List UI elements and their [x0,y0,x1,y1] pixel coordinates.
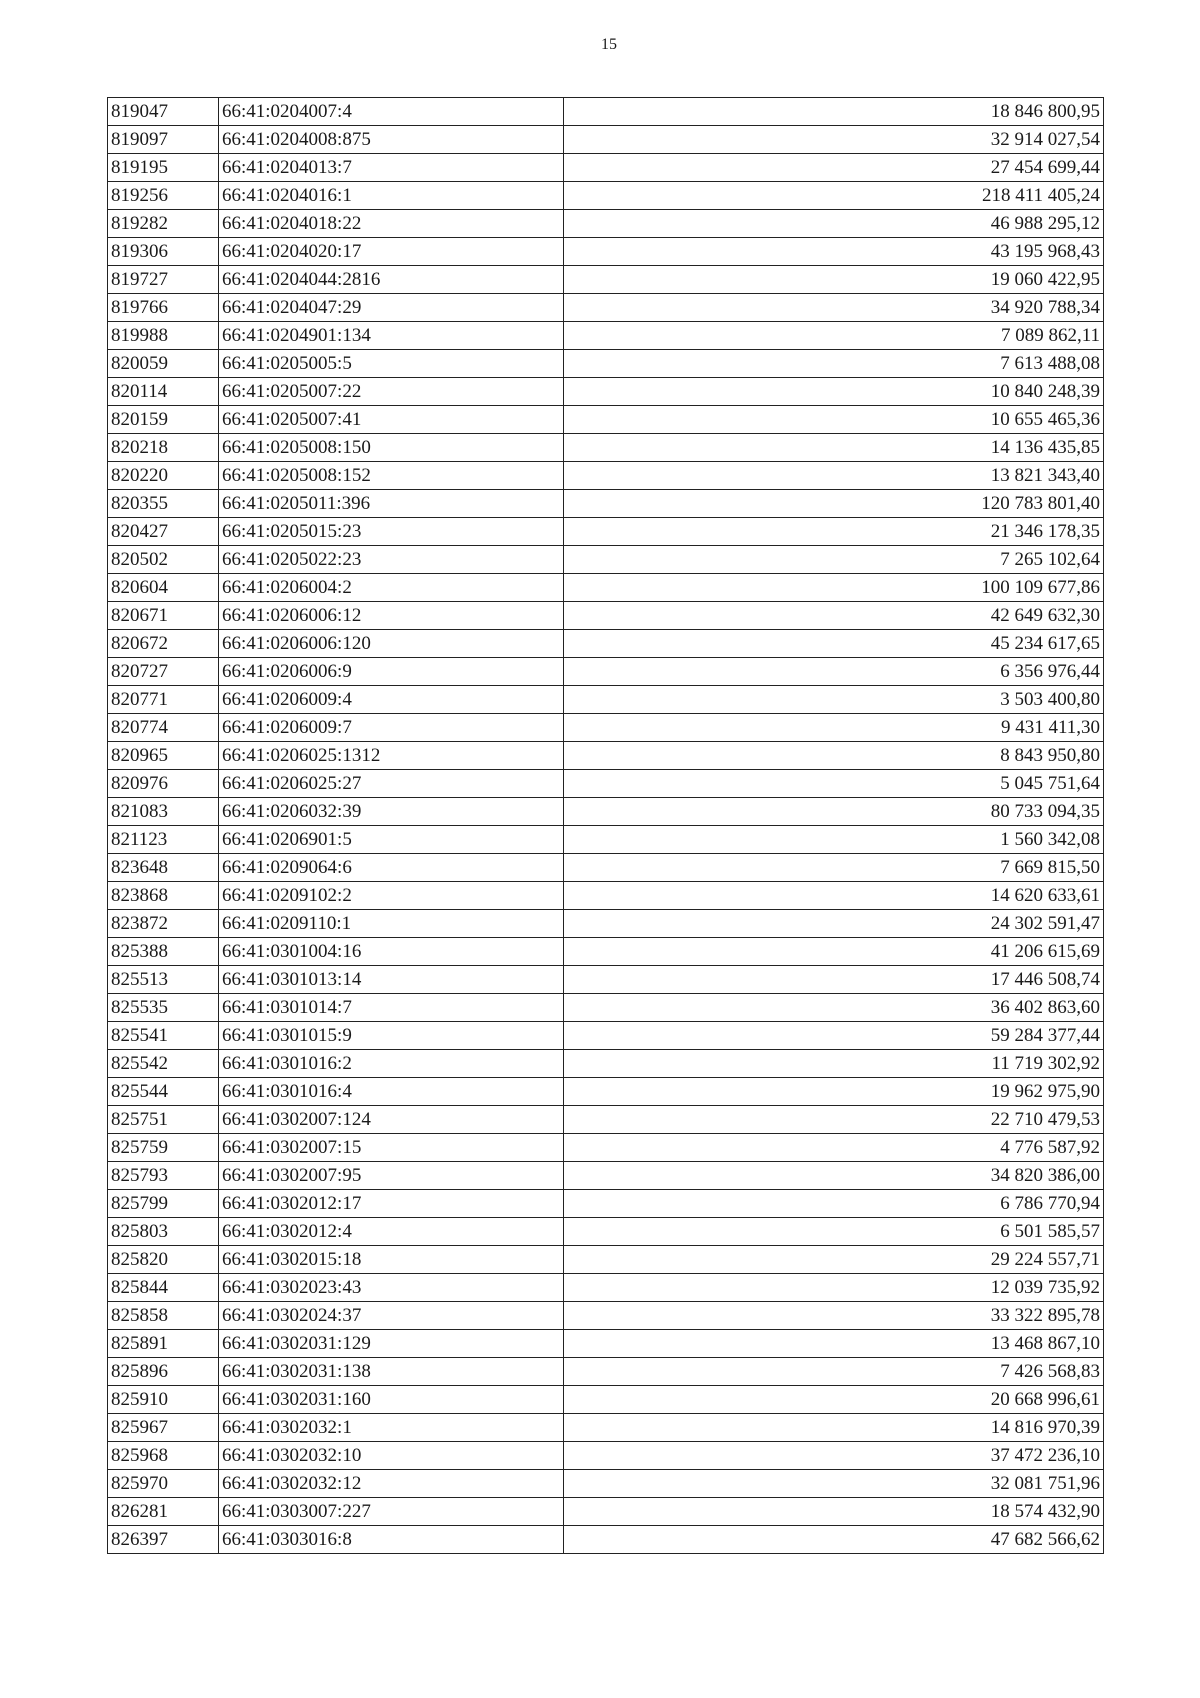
row-id-cell: 825820 [108,1246,219,1274]
cadastral-number-cell: 66:41:0205008:150 [219,434,564,462]
table-row [108,658,1104,686]
row-id-cell: 823868 [108,882,219,910]
cadastral-number-cell: 66:41:0206006:120 [219,630,564,658]
cadastral-value-cell: 120 783 801,40 [564,490,1104,518]
table-row [108,546,1104,574]
row-id-cell: 819256 [108,182,219,210]
cadastral-number-cell: 66:41:0205007:22 [219,378,564,406]
cadastral-number-cell: 66:41:0301004:16 [219,938,564,966]
cadastral-number-cell: 66:41:0301014:7 [219,994,564,1022]
table-row [108,630,1104,658]
cadastral-value-cell: 19 060 422,95 [564,266,1104,294]
table-row [108,1442,1104,1470]
cadastral-number-cell: 66:41:0204008:875 [219,126,564,154]
table-row [108,714,1104,742]
table-row [108,1106,1104,1134]
table-row [108,266,1104,294]
row-id-cell: 825858 [108,1302,219,1330]
row-id-cell: 825844 [108,1274,219,1302]
cadastral-value-cell: 43 195 968,43 [564,238,1104,266]
row-id-cell: 825803 [108,1218,219,1246]
table-row [108,1330,1104,1358]
cadastral-number-cell: 66:41:0204044:2816 [219,266,564,294]
table-row [108,1078,1104,1106]
cadastral-value-cell: 24 302 591,47 [564,910,1104,938]
cadastral-number-cell: 66:41:0209064:6 [219,854,564,882]
row-id-cell: 825799 [108,1190,219,1218]
row-id-cell: 819988 [108,322,219,350]
cadastral-number-cell: 66:41:0204047:29 [219,294,564,322]
cadastral-value-cell: 8 843 950,80 [564,742,1104,770]
row-id-cell: 819766 [108,294,219,322]
cadastral-number-cell: 66:41:0204016:1 [219,182,564,210]
cadastral-value-cell: 7 089 862,11 [564,322,1104,350]
cadastral-number-cell: 66:41:0301013:14 [219,966,564,994]
cadastral-value-cell: 59 284 377,44 [564,1022,1104,1050]
table-row [108,1498,1104,1526]
cadastral-value-cell: 27 454 699,44 [564,154,1104,182]
row-id-cell: 820727 [108,658,219,686]
row-id-cell: 825541 [108,1022,219,1050]
row-id-cell: 826397 [108,1526,219,1554]
row-id-cell: 825535 [108,994,219,1022]
cadastral-value-table [107,97,1104,1554]
cadastral-value-cell: 3 503 400,80 [564,686,1104,714]
row-id-cell: 823648 [108,854,219,882]
table-row [108,406,1104,434]
cadastral-value-cell: 7 613 488,08 [564,350,1104,378]
table-row [108,742,1104,770]
cadastral-number-cell: 66:41:0206025:1312 [219,742,564,770]
table-row [108,1274,1104,1302]
cadastral-value-cell: 32 914 027,54 [564,126,1104,154]
table-row [108,966,1104,994]
cadastral-number-cell: 66:41:0206004:2 [219,574,564,602]
cadastral-number-cell: 66:41:0205007:41 [219,406,564,434]
row-id-cell: 825891 [108,1330,219,1358]
cadastral-number-cell: 66:41:0205005:5 [219,350,564,378]
cadastral-value-cell: 21 346 178,35 [564,518,1104,546]
row-id-cell: 820774 [108,714,219,742]
cadastral-number-cell: 66:41:0205015:23 [219,518,564,546]
row-id-cell: 825970 [108,1470,219,1498]
row-id-cell: 825542 [108,1050,219,1078]
cadastral-value-cell: 6 501 585,57 [564,1218,1104,1246]
table-row [108,1302,1104,1330]
page-number: 15 [601,36,617,53]
table-row [108,154,1104,182]
row-id-cell: 819195 [108,154,219,182]
table-body [108,98,1104,1554]
cadastral-value-cell: 14 816 970,39 [564,1414,1104,1442]
row-id-cell: 819306 [108,238,219,266]
cadastral-value-cell: 36 402 863,60 [564,994,1104,1022]
row-id-cell: 820218 [108,434,219,462]
cadastral-number-cell: 66:41:0206006:12 [219,602,564,630]
cadastral-number-cell: 66:41:0302012:4 [219,1218,564,1246]
cadastral-number-cell: 66:41:0209102:2 [219,882,564,910]
cadastral-value-cell: 41 206 615,69 [564,938,1104,966]
table-row [108,1162,1104,1190]
cadastral-number-cell: 66:41:0205011:396 [219,490,564,518]
cadastral-number-cell: 66:41:0302031:160 [219,1386,564,1414]
row-id-cell: 821123 [108,826,219,854]
cadastral-value-cell: 6 356 976,44 [564,658,1104,686]
table-row [108,462,1104,490]
table-row [108,770,1104,798]
row-id-cell: 821083 [108,798,219,826]
cadastral-number-cell: 66:41:0204013:7 [219,154,564,182]
cadastral-value-cell: 18 846 800,95 [564,98,1104,126]
cadastral-value-cell: 18 574 432,90 [564,1498,1104,1526]
cadastral-number-cell: 66:41:0206006:9 [219,658,564,686]
cadastral-value-cell: 42 649 632,30 [564,602,1104,630]
cadastral-value-cell: 218 411 405,24 [564,182,1104,210]
table-row [108,1386,1104,1414]
cadastral-value-cell: 29 224 557,71 [564,1246,1104,1274]
cadastral-number-cell: 66:41:0204007:4 [219,98,564,126]
table-row [108,378,1104,406]
cadastral-number-cell: 66:41:0303007:227 [219,1498,564,1526]
row-id-cell: 825388 [108,938,219,966]
row-id-cell: 826281 [108,1498,219,1526]
row-id-cell: 820965 [108,742,219,770]
cadastral-value-cell: 20 668 996,61 [564,1386,1104,1414]
cadastral-value-cell: 6 786 770,94 [564,1190,1104,1218]
table-row [108,1050,1104,1078]
cadastral-number-cell: 66:41:0206009:7 [219,714,564,742]
row-id-cell: 825759 [108,1134,219,1162]
table-row [108,350,1104,378]
table-row [108,182,1104,210]
cadastral-value-cell: 22 710 479,53 [564,1106,1104,1134]
cadastral-value-cell: 14 136 435,85 [564,434,1104,462]
cadastral-number-cell: 66:41:0302032:12 [219,1470,564,1498]
cadastral-number-cell: 66:41:0302032:10 [219,1442,564,1470]
table-row [108,434,1104,462]
table-row [108,602,1104,630]
cadastral-value-cell: 47 682 566,62 [564,1526,1104,1554]
cadastral-number-cell: 66:41:0205008:152 [219,462,564,490]
cadastral-number-cell: 66:41:0204018:22 [219,210,564,238]
row-id-cell: 825968 [108,1442,219,1470]
table-row [108,518,1104,546]
cadastral-number-cell: 66:41:0204020:17 [219,238,564,266]
cadastral-number-cell: 66:41:0301016:4 [219,1078,564,1106]
table-row [108,1470,1104,1498]
cadastral-value-cell: 37 472 236,10 [564,1442,1104,1470]
table-row [108,294,1104,322]
cadastral-number-cell: 66:41:0209110:1 [219,910,564,938]
row-id-cell: 820671 [108,602,219,630]
table-row [108,574,1104,602]
cadastral-value-cell: 33 322 895,78 [564,1302,1104,1330]
table-row [108,210,1104,238]
table-row [108,1218,1104,1246]
cadastral-number-cell: 66:41:0302007:124 [219,1106,564,1134]
cadastral-value-cell: 13 821 343,40 [564,462,1104,490]
cadastral-value-cell: 7 669 815,50 [564,854,1104,882]
cadastral-number-cell: 66:41:0206025:27 [219,770,564,798]
cadastral-number-cell: 66:41:0206009:4 [219,686,564,714]
row-id-cell: 820502 [108,546,219,574]
row-id-cell: 820771 [108,686,219,714]
row-id-cell: 819282 [108,210,219,238]
cadastral-number-cell: 66:41:0301016:2 [219,1050,564,1078]
table-row [108,1134,1104,1162]
table-row [108,1526,1104,1554]
table-row [108,994,1104,1022]
cadastral-number-cell: 66:41:0302023:43 [219,1274,564,1302]
cadastral-value-cell: 10 840 248,39 [564,378,1104,406]
table-row [108,910,1104,938]
cadastral-number-cell: 66:41:0302007:95 [219,1162,564,1190]
row-id-cell: 820355 [108,490,219,518]
table-row [108,1414,1104,1442]
row-id-cell: 819727 [108,266,219,294]
row-id-cell: 825967 [108,1414,219,1442]
row-id-cell: 820672 [108,630,219,658]
table-row [108,854,1104,882]
cadastral-number-cell: 66:41:0302031:129 [219,1330,564,1358]
cadastral-number-cell: 66:41:0302015:18 [219,1246,564,1274]
table-row [108,322,1104,350]
row-id-cell: 825793 [108,1162,219,1190]
cadastral-number-cell: 66:41:0204901:134 [219,322,564,350]
table-row [108,126,1104,154]
cadastral-value-cell: 1 560 342,08 [564,826,1104,854]
row-id-cell: 820059 [108,350,219,378]
row-id-cell: 825513 [108,966,219,994]
cadastral-value-cell: 17 446 508,74 [564,966,1104,994]
row-id-cell: 820604 [108,574,219,602]
cadastral-number-cell: 66:41:0302024:37 [219,1302,564,1330]
row-id-cell: 825896 [108,1358,219,1386]
cadastral-number-cell: 66:41:0205022:23 [219,546,564,574]
cadastral-number-cell: 66:41:0302007:15 [219,1134,564,1162]
row-id-cell: 825910 [108,1386,219,1414]
cadastral-number-cell: 66:41:0206901:5 [219,826,564,854]
cadastral-value-cell: 10 655 465,36 [564,406,1104,434]
row-id-cell: 820427 [108,518,219,546]
cadastral-number-cell: 66:41:0206032:39 [219,798,564,826]
cadastral-number-cell: 66:41:0302031:138 [219,1358,564,1386]
cadastral-value-cell: 80 733 094,35 [564,798,1104,826]
cadastral-value-cell: 7 426 568,83 [564,1358,1104,1386]
row-id-cell: 820220 [108,462,219,490]
cadastral-value-cell: 46 988 295,12 [564,210,1104,238]
cadastral-value-cell: 12 039 735,92 [564,1274,1104,1302]
cadastral-number-cell: 66:41:0301015:9 [219,1022,564,1050]
table-row [108,882,1104,910]
row-id-cell: 823872 [108,910,219,938]
cadastral-value-cell: 4 776 587,92 [564,1134,1104,1162]
cadastral-value-cell: 5 045 751,64 [564,770,1104,798]
table-row [108,938,1104,966]
table-row [108,1190,1104,1218]
row-id-cell: 820159 [108,406,219,434]
row-id-cell: 819047 [108,98,219,126]
row-id-cell: 825751 [108,1106,219,1134]
cadastral-value-cell: 14 620 633,61 [564,882,1104,910]
cadastral-value-cell: 100 109 677,86 [564,574,1104,602]
table-row [108,98,1104,126]
cadastral-value-cell: 34 820 386,00 [564,1162,1104,1190]
row-id-cell: 820114 [108,378,219,406]
row-id-cell: 820976 [108,770,219,798]
table-row [108,826,1104,854]
table-row [108,1358,1104,1386]
table-row [108,686,1104,714]
cadastral-value-cell: 7 265 102,64 [564,546,1104,574]
cadastral-number-cell: 66:41:0302032:1 [219,1414,564,1442]
row-id-cell: 819097 [108,126,219,154]
cadastral-value-cell: 34 920 788,34 [564,294,1104,322]
table-row [108,798,1104,826]
cadastral-value-cell: 11 719 302,92 [564,1050,1104,1078]
table-row [108,1022,1104,1050]
cadastral-value-cell: 45 234 617,65 [564,630,1104,658]
table-row [108,1246,1104,1274]
row-id-cell: 825544 [108,1078,219,1106]
cadastral-value-cell: 32 081 751,96 [564,1470,1104,1498]
table-row [108,238,1104,266]
cadastral-value-cell: 9 431 411,30 [564,714,1104,742]
cadastral-number-cell: 66:41:0303016:8 [219,1526,564,1554]
cadastral-value-cell: 13 468 867,10 [564,1330,1104,1358]
cadastral-value-cell: 19 962 975,90 [564,1078,1104,1106]
table-row [108,490,1104,518]
cadastral-number-cell: 66:41:0302012:17 [219,1190,564,1218]
